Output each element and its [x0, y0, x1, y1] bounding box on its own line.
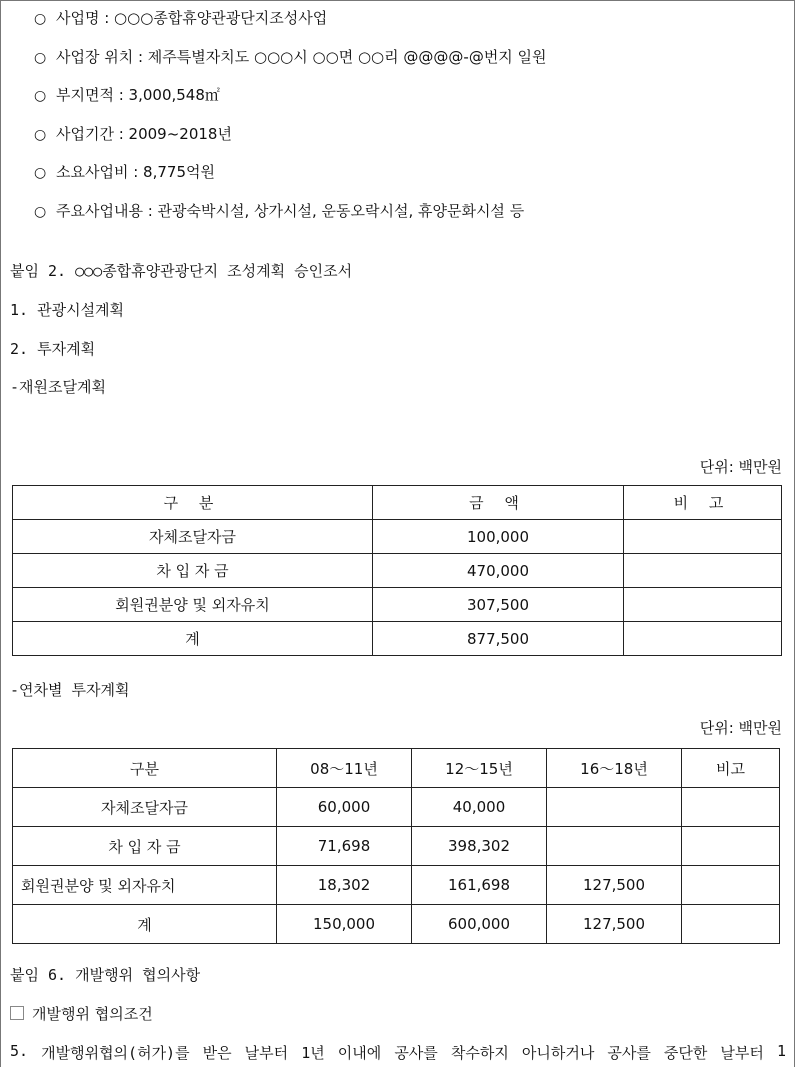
summary-item — [34, 200, 547, 239]
header-amount: 금 액 — [373, 486, 624, 520]
table-header-row — [13, 749, 780, 788]
circle-bullet-icon: ○ — [34, 88, 47, 104]
table-header-row — [13, 486, 782, 520]
table-row — [13, 788, 780, 827]
row-period-3: 127,500 — [547, 905, 682, 944]
header-period-2: 12～15년 — [412, 749, 547, 788]
funding-table — [12, 485, 782, 656]
table-row — [13, 905, 780, 944]
row-period-1: 18,302 — [277, 866, 412, 905]
header-period-1: 08～11년 — [277, 749, 412, 788]
row-label: 차 입 자 금 — [13, 554, 373, 588]
circle-bullet-icon: ○ — [34, 203, 47, 220]
funding-plan-heading: -재원조달계획 — [10, 378, 106, 396]
row-label: 계 — [13, 905, 277, 944]
row-period-3 — [547, 827, 682, 866]
clause-word: 날부터 — [720, 1044, 764, 1062]
row-amount: 470,000 — [373, 554, 624, 588]
summary-item-text: 사업명 : ○○○종합휴양관광단지조성사업 — [56, 9, 328, 27]
header-period-3: 16～18년 — [547, 749, 682, 788]
row-note — [682, 866, 780, 905]
circle-bullet-icon: ○ — [34, 126, 47, 143]
row-period-3: 127,500 — [547, 866, 682, 905]
row-label: 회원권분양 및 외자유치 — [13, 588, 373, 622]
row-period-2: 600,000 — [412, 905, 547, 944]
row-label: 회원권분양 및 외자유치 — [13, 866, 277, 905]
summary-item-text: 부지면적 : 3,000,548㎡ — [56, 86, 220, 104]
row-period-2: 40,000 — [412, 788, 547, 827]
summary-item-text: 사업기간 : 2009~2018년 — [56, 124, 232, 143]
clause-word: 중단한 — [663, 1044, 708, 1062]
row-amount: 307,500 — [373, 588, 624, 622]
row-label: 계 — [13, 622, 373, 656]
table-row — [13, 520, 782, 554]
row-note — [624, 520, 782, 554]
clause-word: 1 — [776, 1042, 786, 1060]
row-note — [624, 554, 782, 588]
yearly-plan-heading: -연차별 투자계획 — [10, 681, 130, 699]
clause-word: 1년 — [301, 1044, 325, 1062]
circle-bullet-icon: ○ — [34, 11, 47, 27]
header-note: 비고 — [682, 749, 780, 788]
header-category: 구분 — [13, 749, 277, 788]
yearly-investment-table — [12, 748, 780, 944]
summary-item — [34, 161, 547, 200]
row-label: 자체조달자금 — [13, 520, 373, 554]
table-row — [13, 866, 780, 905]
clause-word: 공사를 — [394, 1044, 438, 1062]
row-note — [624, 588, 782, 622]
row-amount: 877,500 — [373, 622, 624, 656]
header-note: 비 고 — [624, 486, 782, 520]
funding-unit-label: 단위: 백만원 — [699, 458, 782, 476]
clause-5 — [10, 1042, 786, 1063]
annex2-title: 붙임 2. ○○○종합휴양관광단지 조성계획 승인조서 — [10, 262, 353, 280]
header-category: 구 분 — [13, 486, 373, 520]
checkbox-icon — [10, 1006, 24, 1020]
clause-word: 개발행위협의(허가)를 — [41, 1044, 190, 1062]
summary-item-text: 사업장 위치 : 제주특별자치도 ○○○시 ○○면 ○○리 @@@@-@번지 일원 — [56, 47, 547, 66]
clause-word: 착수하지 — [450, 1044, 509, 1062]
table-row — [13, 588, 782, 622]
circle-bullet-icon: ○ — [34, 49, 47, 66]
row-amount: 100,000 — [373, 520, 624, 554]
row-note — [682, 827, 780, 866]
summary-item — [34, 123, 547, 162]
consultation-condition-line — [10, 1003, 153, 1024]
row-note — [682, 788, 780, 827]
item-tourism-facility-plan: 1. 관광시설계획 — [10, 301, 125, 319]
summary-item-text: 주요사업내용 : 관광숙박시설, 상가시설, 운동오락시설, 휴양문화시설 등 — [56, 201, 525, 220]
project-summary-list — [34, 7, 547, 238]
table-row — [13, 622, 782, 656]
row-period-3 — [547, 788, 682, 827]
yearly-unit-label: 단위: 백만원 — [699, 719, 782, 737]
clause-word: 이내에 — [337, 1044, 382, 1062]
table-row — [13, 554, 782, 588]
clause-word: 공사를 — [607, 1044, 651, 1062]
summary-item — [34, 46, 547, 85]
circle-bullet-icon: ○ — [34, 165, 47, 181]
row-period-2: 398,302 — [412, 827, 547, 866]
row-note — [682, 905, 780, 944]
row-label: 자체조달자금 — [13, 788, 277, 827]
row-label: 차 입 자 금 — [13, 827, 277, 866]
item-investment-plan: 2. 투자계획 — [10, 340, 96, 358]
consultation-condition-label: 개발행위 협의조건 — [32, 1005, 153, 1023]
summary-item — [34, 7, 547, 46]
row-period-1: 60,000 — [277, 788, 412, 827]
row-period-2: 161,698 — [412, 866, 547, 905]
clause-word: 날부터 — [244, 1044, 289, 1062]
row-period-1: 71,698 — [277, 827, 412, 866]
row-period-1: 150,000 — [277, 905, 412, 944]
row-note — [624, 622, 782, 656]
clause-word: 받은 — [202, 1044, 232, 1062]
clause-word: 5. — [10, 1042, 29, 1060]
summary-item-text: 소요사업비 : 8,775억원 — [56, 163, 215, 181]
summary-item — [34, 84, 547, 123]
annex6-title: 붙임 6. 개발행위 협의사항 — [10, 966, 201, 984]
table-row — [13, 827, 780, 866]
clause-word: 아니하거나 — [521, 1044, 595, 1062]
